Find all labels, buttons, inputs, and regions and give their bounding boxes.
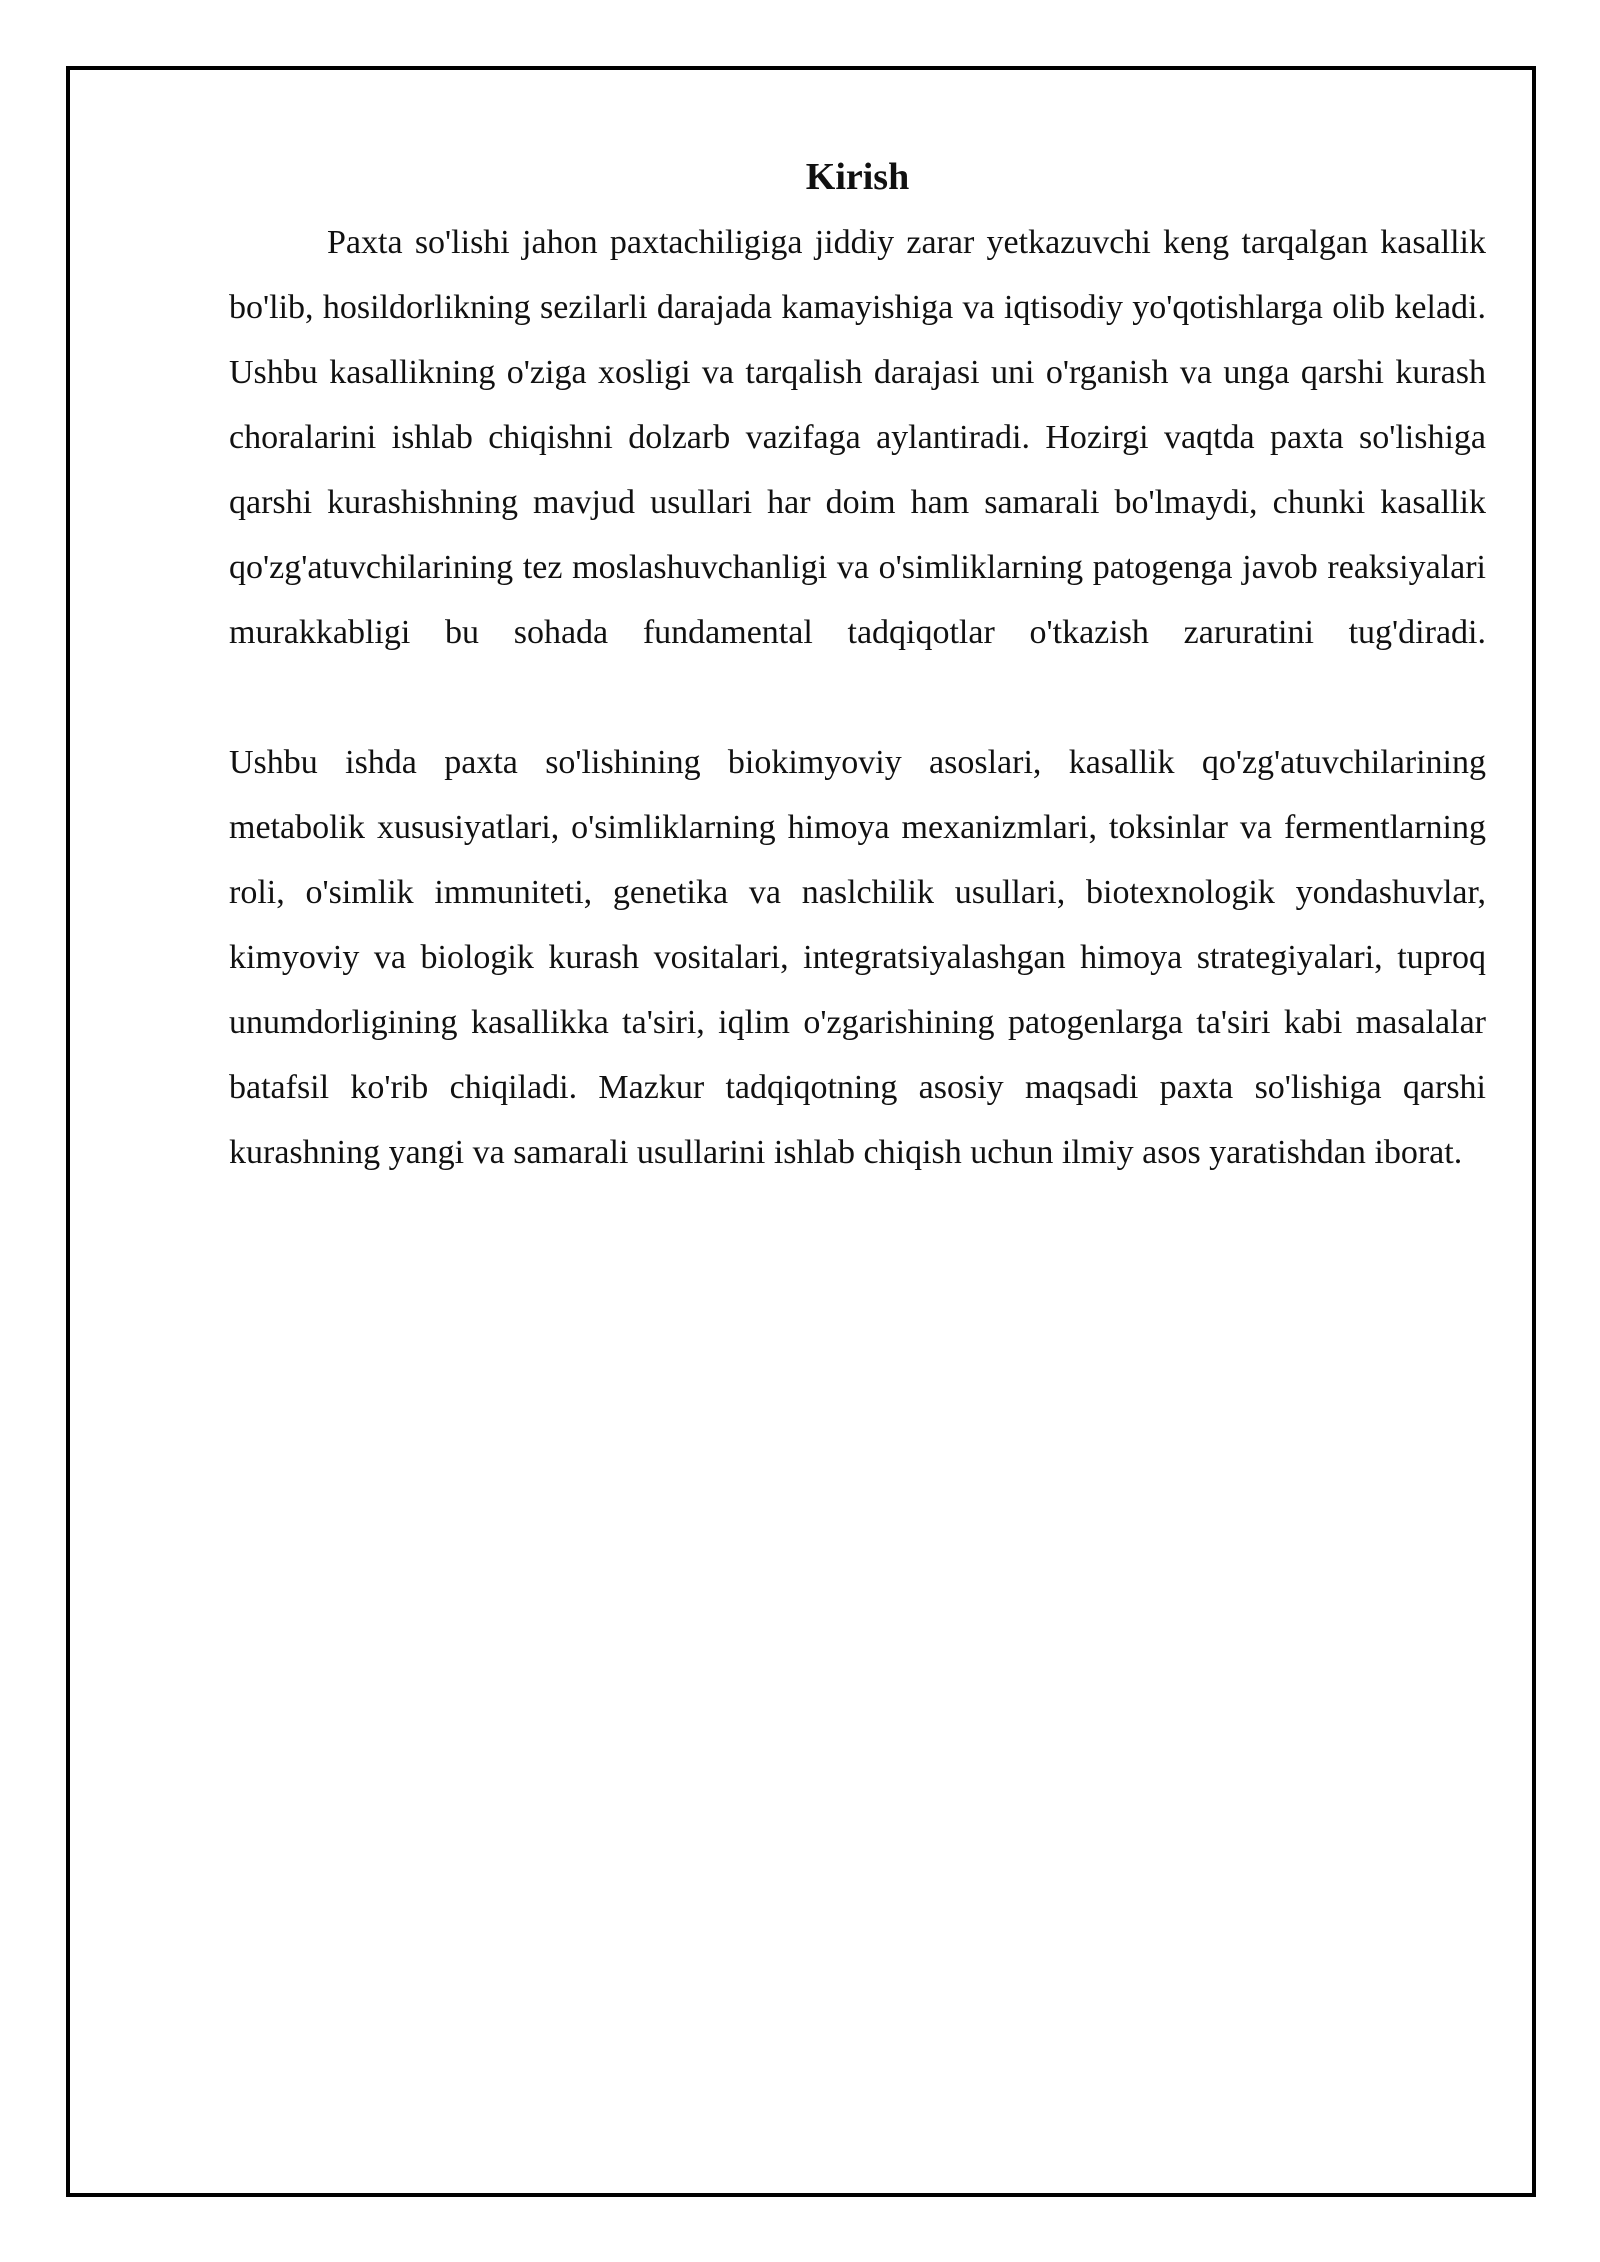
document-body [229, 150, 1486, 1185]
paragraph-gap [229, 665, 1486, 730]
paragraph-introduction: Paxta so'lishi jahon paxtachiligiga jiddiy zarar yetkazuvchi keng tarqalgan kasallik bo'lib, hosildorlikning sezilarli darajada kamayishiga va iqtisodiy yo'qotishlarga olib keladi. Ushbu kasallikning o'ziga xosligi va tarqalish darajasi uni o'rganish va unga qarshi kurash choralarini ishlab chiqishni dolzarb vazifaga aylantiradi. Hozirgi vaqtda paxta so'lishiga qarshi kurashishning mavjud usullari har doim ham samarali bo'lmaydi, chunki kasallik qo'zg'atuvchilarining tez moslashuvchanligi va o'simliklarning patogenga javob reaksiyalari murakkabligi bu sohada fundamental tadqiqotlar o'tkazish zaruratini tug'diradi. [229, 224, 1486, 651]
paragraph-scope: Ushbu ishda paxta so'lishining biokimyoviy asoslari, kasallik qo'zg'atuvchilarining metabolik xususiyatlari, o'simliklarning himoya mexanizmlari, toksinlar va fermentlarning roli, o'simlik immuniteti, genetika va naslchilik usullari, biotexnologik yondashuvlar, kimyoviy va biologik kurash vositalari, integratsiyalashgan himoya strategiyalari, tuproq unumdorligining kasallikka ta'siri, iqlim o'zgarishining patogenlarga ta'siri kabi masalalar batafsil ko'rib chiqiladi. Mazkur tadqiqotning asosiy maqsadi paxta so'lishiga qarshi kurashning yangi va samarali usullarini ishlab chiqish uchun ilmiy asos yaratishdan iborat. [229, 744, 1486, 1171]
document-title: Kirish [805, 156, 910, 198]
